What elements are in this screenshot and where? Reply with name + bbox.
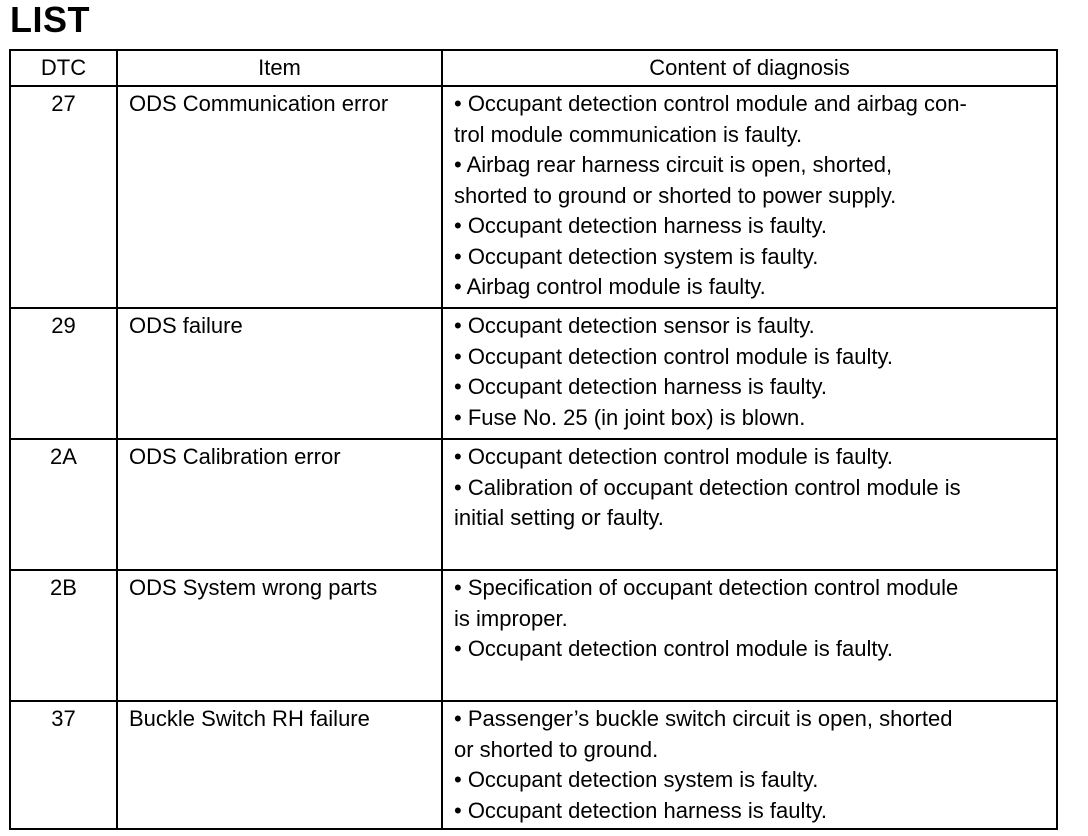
diagnosis-line: • Airbag rear harness circuit is open, shorted, (454, 152, 893, 177)
diagnosis-content (442, 701, 1057, 829)
diagnosis-line: • Occupant detection harness is faulty. (454, 797, 827, 823)
table-row (10, 570, 1057, 701)
item-name: ODS Calibration error (117, 439, 442, 570)
dtc-code: 2B (10, 570, 117, 701)
item-name: ODS failure (117, 308, 442, 439)
header-content: Content of diagnosis (442, 50, 1057, 86)
diagnosis-line: • Fuse No. 25 (in joint box) is blown. (454, 404, 806, 430)
item-name: Buckle Switch RH failure (117, 701, 442, 829)
diagnosis-content (442, 570, 1057, 701)
diagnosis-line: or shorted to ground. (454, 736, 659, 762)
table-row (10, 308, 1057, 439)
table-row (10, 701, 1057, 829)
diagnosis-line: • Occupant detection system is faulty. (454, 767, 819, 792)
diagnosis-line: • Airbag control module is faulty. (454, 274, 766, 299)
diagnosis-line: • Passenger’s buckle switch circuit is open, shorted (454, 706, 953, 731)
diagnosis-line: • Occupant detection harness is faulty. (454, 374, 827, 399)
item-name: ODS System wrong parts (117, 570, 442, 701)
diagnosis-content (442, 439, 1057, 570)
table-row (10, 439, 1057, 570)
table-header-row (10, 50, 1057, 86)
diagnosis-line: initial setting or faulty. (454, 505, 664, 530)
dtc-code: 27 (10, 86, 117, 308)
diagnosis-line: • Specification of occupant detection control module (454, 575, 959, 600)
page-title: LIST (10, 0, 90, 40)
dtc-code: 37 (10, 701, 117, 829)
diagnosis-content (442, 308, 1057, 439)
diagnosis-line: • Occupant detection control module and airbag con- (454, 91, 967, 116)
diagnosis-line: • Occupant detection harness is faulty. (454, 213, 827, 238)
dtc-code: 2A (10, 439, 117, 570)
diagnosis-line: trol module communication is faulty. (454, 121, 803, 147)
header-dtc: DTC (10, 50, 117, 86)
diagnosis-line: • Occupant detection system is faulty. (454, 243, 819, 269)
header-item: Item (117, 50, 442, 86)
diagnosis-line: • Calibration of occupant detection control module is (454, 474, 961, 500)
diagnosis-line: • Occupant detection control module is faulty. (454, 444, 893, 469)
diagnosis-line: • Occupant detection control module is faulty. (454, 343, 893, 369)
diagnosis-content (442, 86, 1057, 308)
diagnosis-line: • Occupant detection control module is faulty. (454, 636, 893, 661)
diagnosis-line: shorted to ground or shorted to power supply. (454, 182, 897, 208)
diagnosis-line: is improper. (454, 605, 568, 631)
dtc-list-table (9, 49, 1058, 830)
dtc-code: 29 (10, 308, 117, 439)
diagnosis-line: • Occupant detection sensor is faulty. (454, 313, 815, 338)
table-row (10, 86, 1057, 308)
item-name: ODS Communication error (117, 86, 442, 308)
